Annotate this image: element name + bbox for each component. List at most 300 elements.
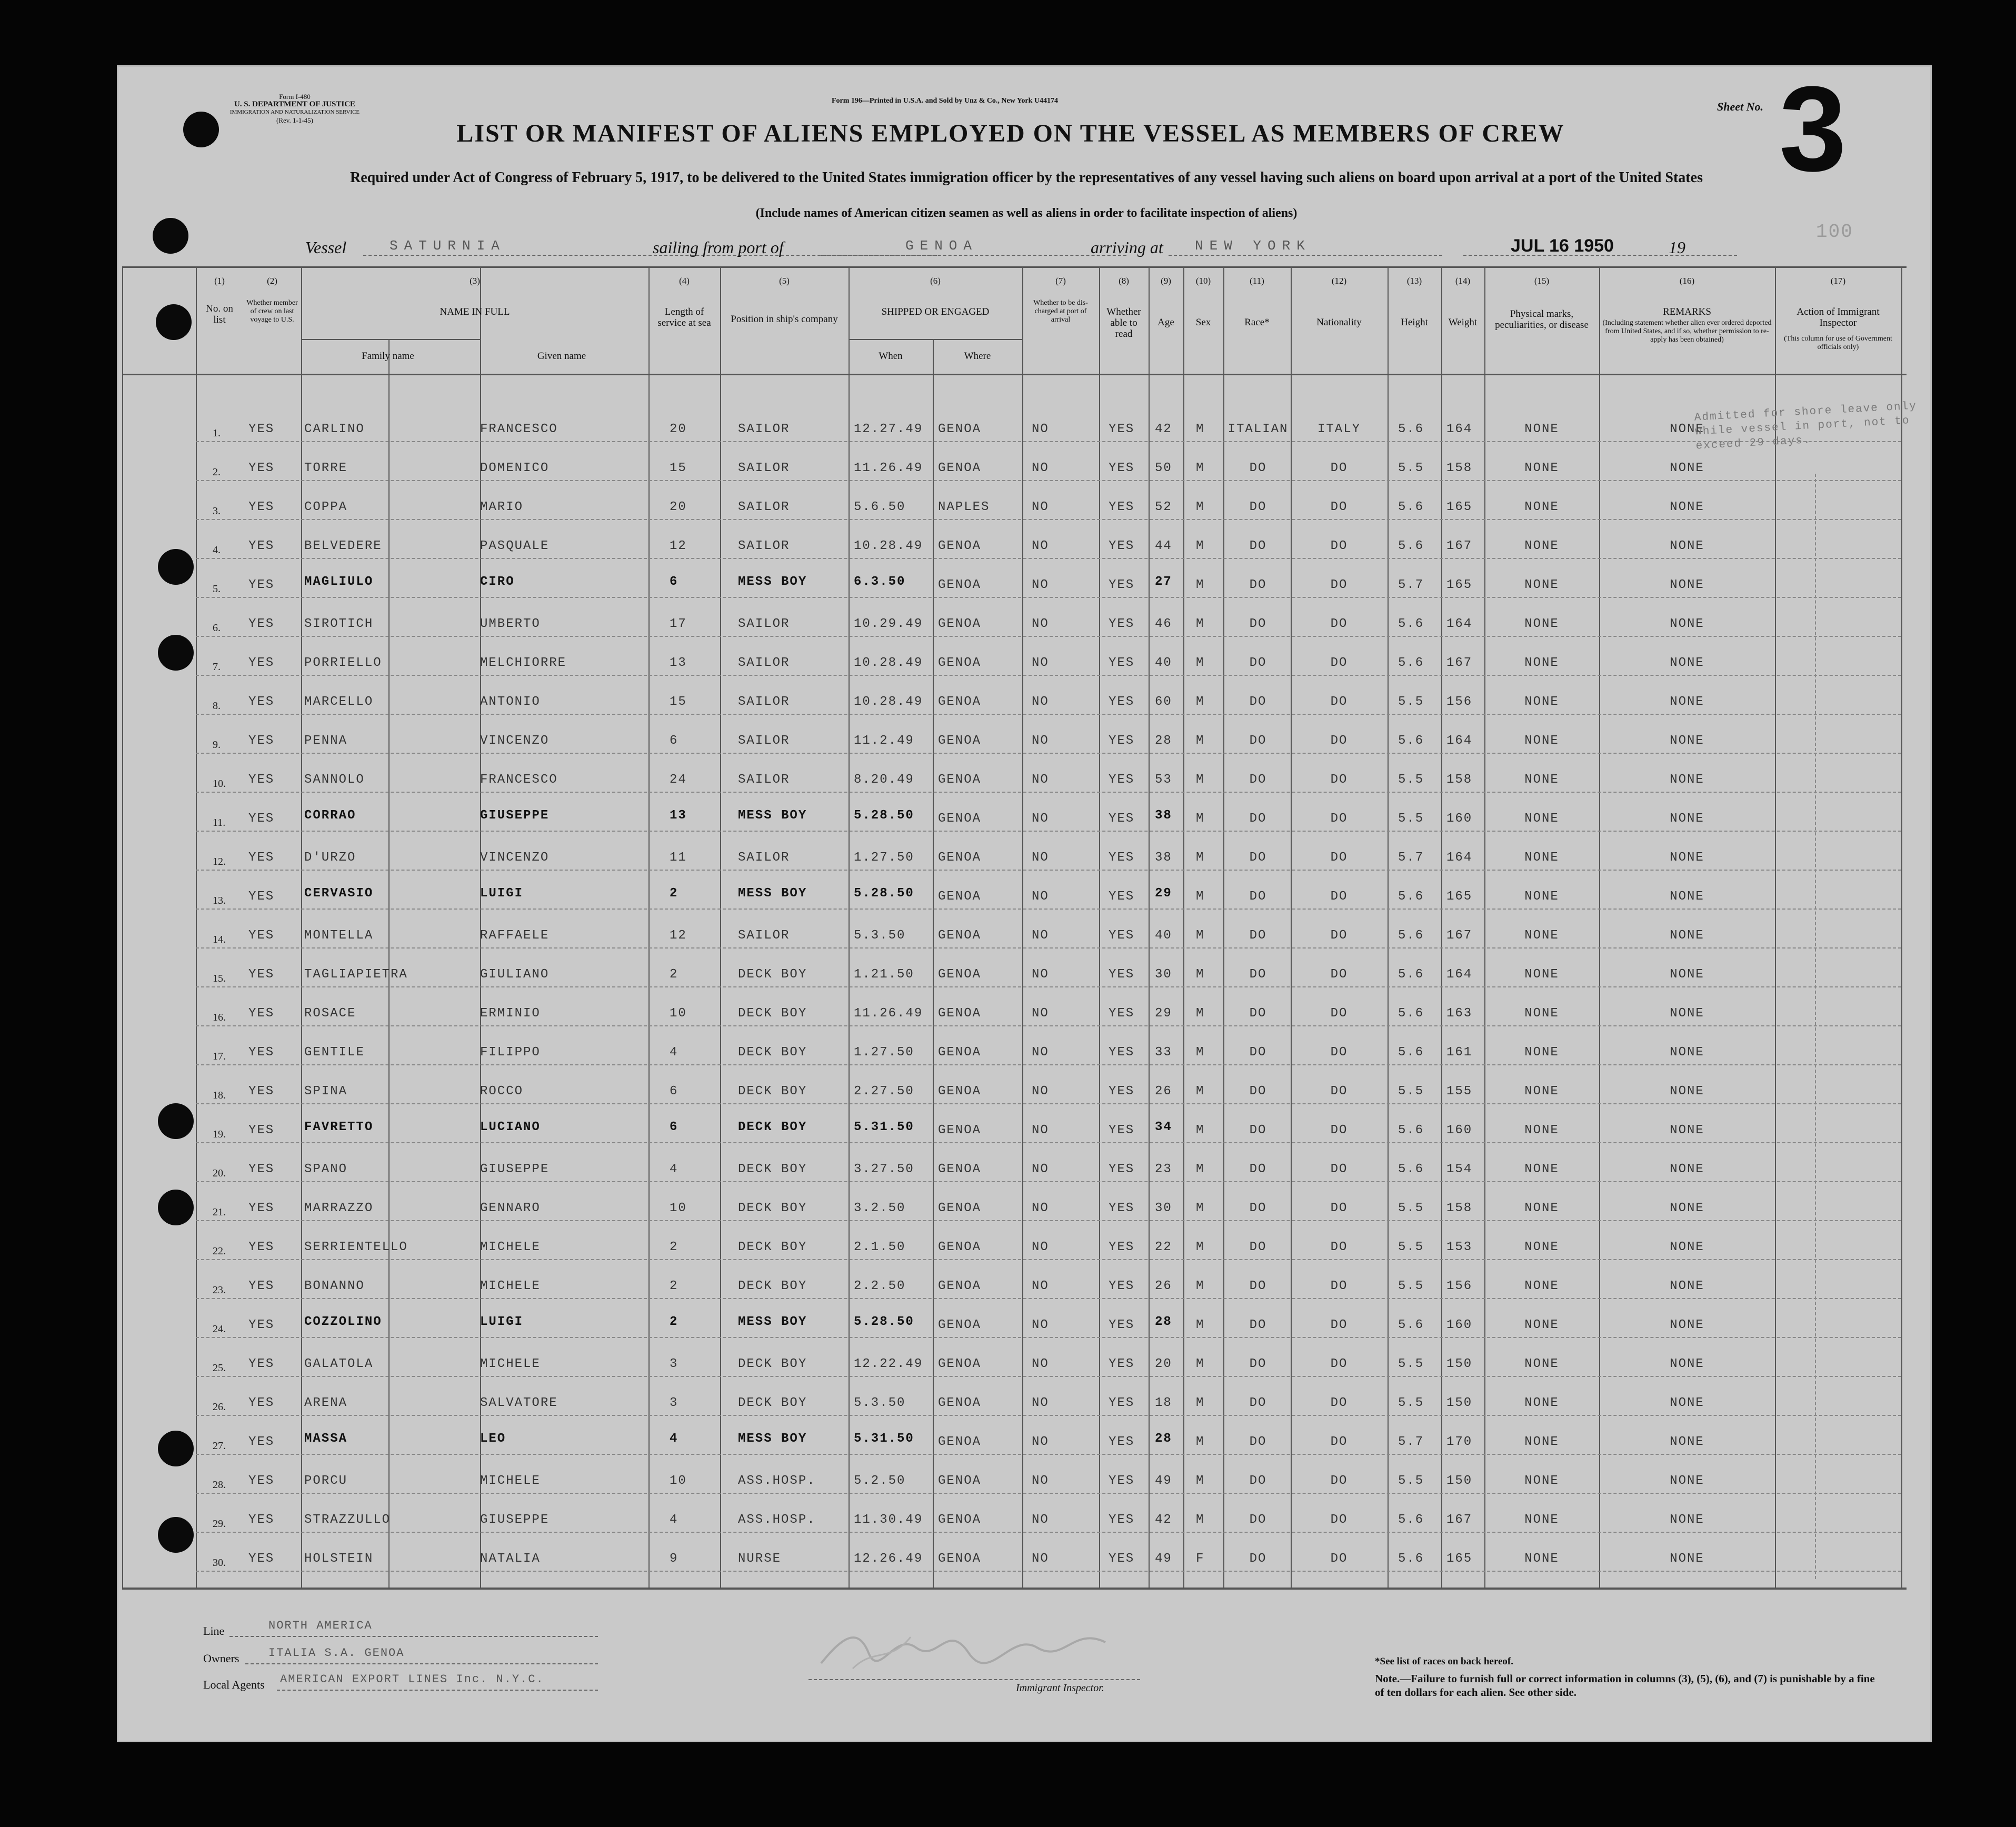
discharged-cell: NO: [1032, 1162, 1049, 1176]
weight-cell: 163: [1446, 1006, 1473, 1021]
height-cell: 5.5: [1398, 1279, 1424, 1293]
shipped-where-cell: GENOA: [938, 1357, 982, 1371]
table-bottom-border: [122, 1588, 1907, 1590]
position-cell: SAILOR: [738, 539, 790, 553]
race-cell: DO: [1249, 1123, 1267, 1137]
age-cell: 53: [1155, 773, 1172, 787]
to-port-underline: [1169, 255, 1442, 256]
nationality-cell: DO: [1330, 500, 1348, 514]
column-header: Whether member of crew on last voyage to U.S.: [246, 299, 298, 324]
shipped-where-cell: GENOA: [938, 422, 982, 436]
given-name-cell: FILIPPO: [480, 1045, 541, 1060]
to-port: NEW YORK: [1195, 238, 1311, 254]
discharged-cell: NO: [1032, 539, 1049, 553]
subheader-divider: [849, 339, 1022, 340]
shipped-where-cell: GENOA: [938, 539, 982, 553]
able-to-read-cell: YES: [1109, 695, 1135, 709]
discharged-cell: NO: [1032, 1357, 1049, 1371]
family-name-cell: BONANNO: [304, 1279, 365, 1293]
weight-cell: 164: [1446, 967, 1473, 982]
remarks-cell: NONE: [1670, 578, 1704, 592]
nationality-cell: DO: [1330, 1513, 1348, 1527]
prev-voyage-cell: YES: [248, 461, 275, 475]
position-cell: SAILOR: [738, 656, 790, 670]
sex-cell: M: [1196, 1474, 1205, 1488]
weight-cell: 158: [1446, 461, 1473, 475]
service-length-cell: 6: [670, 1084, 678, 1099]
shipped-where-cell: GENOA: [938, 656, 982, 670]
weight-cell: 156: [1446, 1279, 1473, 1293]
family-name-cell: PORCU: [304, 1474, 348, 1488]
race-cell: DO: [1249, 539, 1267, 553]
shipped-where-cell: GENOA: [938, 734, 982, 748]
given-name-cell: MICHELE: [480, 1240, 541, 1254]
service-length-cell: 10: [670, 1201, 687, 1215]
shipped-when-cell: 11.26.49: [854, 1006, 923, 1021]
discharged-cell: NO: [1032, 967, 1049, 982]
shipped-where-cell: GENOA: [938, 1084, 982, 1099]
discharged-cell: NO: [1032, 1201, 1049, 1215]
given-name-cell: GIUSEPPE: [480, 1162, 550, 1176]
family-name-cell: SIROTICH: [304, 617, 374, 631]
nationality-cell: DO: [1330, 539, 1348, 553]
service-length-cell: 10: [670, 1474, 687, 1488]
column-header: REMARKS: [1663, 306, 1711, 317]
weight-cell: 167: [1446, 929, 1473, 943]
race-cell: DO: [1249, 500, 1267, 514]
position-cell: DECK BOY: [738, 1120, 807, 1134]
shipped-where-cell: GENOA: [938, 617, 982, 631]
from-port: GENOA: [905, 238, 979, 254]
remarks-cell: NONE: [1670, 1357, 1704, 1371]
sex-cell: M: [1196, 734, 1205, 748]
row-number: 25.: [213, 1362, 226, 1374]
given-name-cell: MICHELE: [480, 1474, 541, 1488]
row-number: 20.: [213, 1167, 226, 1179]
family-name-cell: ROSACE: [304, 1006, 356, 1021]
physical-marks-cell: NONE: [1524, 1474, 1559, 1488]
agents-underline: [277, 1690, 598, 1691]
family-name-cell: COPPA: [304, 500, 348, 514]
shipped-when-cell: 5.3.50: [854, 929, 906, 943]
height-cell: 5.5: [1398, 773, 1424, 787]
shipped-when-cell: 1.27.50: [854, 851, 914, 865]
family-name-cell: BELVEDERE: [304, 539, 382, 553]
shipped-when-cell: 10.29.49: [854, 617, 923, 631]
race-cell: DO: [1249, 734, 1267, 748]
races-note: *See list of races on back hereof.: [1375, 1656, 1513, 1667]
sex-cell: M: [1196, 890, 1205, 904]
physical-marks-cell: NONE: [1524, 617, 1559, 631]
age-cell: 28: [1155, 1432, 1172, 1446]
family-name-cell: PORRIELLO: [304, 656, 382, 670]
age-cell: 26: [1155, 1279, 1172, 1293]
column-divider: [1901, 266, 1902, 1589]
shipped-when-cell: 5.28.50: [854, 1315, 914, 1329]
family-name-cell: SANNOLO: [304, 773, 365, 787]
service-length-cell: 15: [670, 461, 687, 475]
shipped-where-cell: GENOA: [938, 1396, 982, 1410]
height-cell: 5.5: [1398, 461, 1424, 475]
able-to-read-cell: YES: [1109, 1201, 1135, 1215]
able-to-read-cell: YES: [1109, 461, 1135, 475]
physical-marks-cell: NONE: [1524, 1084, 1559, 1099]
family-name-cell: HOLSTEIN: [304, 1552, 374, 1566]
shipped-when-header: When: [879, 351, 903, 362]
age-cell: 20: [1155, 1357, 1172, 1371]
column-header: Action of Immigrant Inspector: [1797, 306, 1880, 328]
remarks-cell: NONE: [1670, 929, 1704, 943]
admission-stamp: Admitted for shore leave only while vessel in port, not to exceed 29 days.: [1694, 400, 1918, 453]
prev-voyage-cell: YES: [248, 1279, 275, 1293]
age-cell: 29: [1155, 886, 1172, 901]
position-cell: SAILOR: [738, 929, 790, 943]
service-length-cell: 9: [670, 1552, 678, 1566]
nationality-cell: DO: [1330, 1279, 1348, 1293]
remarks-cell: NONE: [1670, 1318, 1704, 1332]
race-cell: DO: [1249, 617, 1267, 631]
able-to-read-cell: YES: [1109, 1435, 1135, 1449]
column-number: (16): [1679, 276, 1695, 286]
shipped-when-cell: 6.3.50: [854, 575, 906, 589]
service-length-cell: 10: [670, 1006, 687, 1021]
discharged-cell: NO: [1032, 890, 1049, 904]
physical-marks-cell: NONE: [1524, 461, 1559, 475]
shipped-where-cell: GENOA: [938, 695, 982, 709]
column-header: Sex: [1195, 317, 1211, 328]
age-cell: 60: [1155, 695, 1172, 709]
able-to-read-cell: YES: [1109, 1279, 1135, 1293]
shipped-where-cell: GENOA: [938, 773, 982, 787]
race-cell: DO: [1249, 1279, 1267, 1293]
column-number: (3): [470, 276, 480, 286]
sex-cell: M: [1196, 617, 1205, 631]
inspector-underline: [809, 1679, 1140, 1680]
shipped-when-cell: 1.21.50: [854, 967, 914, 982]
service-length-cell: 20: [670, 500, 687, 514]
race-cell: DO: [1249, 1240, 1267, 1254]
weight-cell: 156: [1446, 695, 1473, 709]
given-name-cell: ERMINIO: [480, 1006, 541, 1021]
given-name-cell: LUCIANO: [480, 1120, 541, 1134]
physical-marks-cell: NONE: [1524, 734, 1559, 748]
given-name-cell: LUIGI: [480, 886, 524, 901]
height-cell: 5.6: [1398, 1513, 1424, 1527]
shipped-when-cell: 8.20.49: [854, 773, 914, 787]
nationality-cell: DO: [1330, 967, 1348, 982]
able-to-read-cell: YES: [1109, 851, 1135, 865]
race-cell: DO: [1249, 1513, 1267, 1527]
column-header: NAME IN FULL: [440, 306, 510, 317]
given-name-cell: ANTONIO: [480, 695, 541, 709]
given-name-cell: GENNARO: [480, 1201, 541, 1215]
service-length-cell: 3: [670, 1357, 678, 1371]
height-cell: 5.6: [1398, 1162, 1424, 1176]
race-cell: DO: [1249, 851, 1267, 865]
age-cell: 50: [1155, 461, 1172, 475]
nationality-cell: DO: [1330, 656, 1348, 670]
shipped-when-cell: 5.6.50: [854, 500, 906, 514]
position-cell: DECK BOY: [738, 1279, 807, 1293]
weight-cell: 167: [1446, 539, 1473, 553]
column-number: (11): [1250, 276, 1264, 286]
given-name-cell: GIUSEPPE: [480, 1513, 550, 1527]
race-cell: DO: [1249, 578, 1267, 592]
age-cell: 52: [1155, 500, 1172, 514]
weight-cell: 164: [1446, 422, 1473, 436]
nationality-cell: DO: [1330, 461, 1348, 475]
physical-marks-cell: NONE: [1524, 1123, 1559, 1137]
prev-voyage-cell: YES: [248, 1045, 275, 1060]
family-name-cell: MARRAZZO: [304, 1201, 374, 1215]
physical-marks-cell: NONE: [1524, 1162, 1559, 1176]
nationality-cell: DO: [1330, 734, 1348, 748]
discharged-cell: NO: [1032, 1240, 1049, 1254]
prev-voyage-cell: YES: [248, 773, 275, 787]
service-length-cell: 3: [670, 1396, 678, 1410]
able-to-read-cell: YES: [1109, 656, 1135, 670]
position-cell: DECK BOY: [738, 1201, 807, 1215]
sex-cell: M: [1196, 578, 1205, 592]
shipped-when-cell: 11.26.49: [854, 461, 923, 475]
sex-cell: M: [1196, 851, 1205, 865]
age-cell: 26: [1155, 1084, 1172, 1099]
nationality-cell: DO: [1330, 1552, 1348, 1566]
row-number: 30.: [213, 1557, 226, 1569]
row-number: 13.: [213, 895, 226, 906]
race-cell: DO: [1249, 1045, 1267, 1060]
physical-marks-cell: NONE: [1524, 1552, 1559, 1566]
age-cell: 30: [1155, 967, 1172, 982]
nationality-cell: DO: [1330, 695, 1348, 709]
physical-marks-cell: NONE: [1524, 967, 1559, 982]
nationality-cell: DO: [1330, 1045, 1348, 1060]
discharged-cell: NO: [1032, 851, 1049, 865]
nationality-cell: DO: [1330, 1084, 1348, 1099]
given-name-cell: MICHELE: [480, 1357, 541, 1371]
height-cell: 5.7: [1398, 851, 1424, 865]
shipped-when-cell: 12.26.49: [854, 1552, 923, 1566]
header-bottom-border: [122, 374, 1907, 375]
shipped-where-cell: GENOA: [938, 461, 982, 475]
age-cell: 38: [1155, 808, 1172, 823]
service-length-cell: 15: [670, 695, 687, 709]
column-number: (15): [1534, 276, 1550, 286]
shipped-when-cell: 10.28.49: [854, 539, 923, 553]
age-cell: 22: [1155, 1240, 1172, 1254]
remarks-cell: NONE: [1670, 500, 1704, 514]
shipped-when-cell: 1.27.50: [854, 1045, 914, 1060]
service-length-cell: 12: [670, 929, 687, 943]
family-name-cell: MONTELLA: [304, 929, 374, 943]
weight-cell: 165: [1446, 578, 1473, 592]
able-to-read-cell: YES: [1109, 1162, 1135, 1176]
remarks-cell: NONE: [1670, 617, 1704, 631]
row-rule: [196, 1571, 1901, 1572]
column-header: Nationality: [1316, 317, 1362, 328]
able-to-read-cell: YES: [1109, 539, 1135, 553]
inspector-label: Immigrant Inspector.: [1016, 1682, 1104, 1694]
position-cell: SAILOR: [738, 734, 790, 748]
row-number: 18.: [213, 1090, 226, 1101]
owners-value: ITALIA S.A. GENOA: [268, 1646, 405, 1660]
race-cell: DO: [1249, 1357, 1267, 1371]
nationality-cell: DO: [1330, 851, 1348, 865]
age-cell: 23: [1155, 1162, 1172, 1176]
age-cell: 29: [1155, 1006, 1172, 1021]
family-name-cell: MARCELLO: [304, 695, 374, 709]
service-length-cell: 4: [670, 1513, 678, 1527]
weight-cell: 167: [1446, 1513, 1473, 1527]
row-number: 15.: [213, 973, 226, 984]
age-cell: 42: [1155, 1513, 1172, 1527]
prev-voyage-cell: YES: [248, 890, 275, 904]
position-cell: DECK BOY: [738, 1357, 807, 1371]
race-cell: DO: [1249, 1552, 1267, 1566]
column-header: Whether able to read: [1106, 306, 1141, 340]
line-underline: [229, 1636, 598, 1637]
discharged-cell: NO: [1032, 1045, 1049, 1060]
given-name-cell: LEO: [480, 1432, 506, 1446]
row-number: 9.: [213, 739, 221, 751]
weight-cell: 164: [1446, 851, 1473, 865]
shipped-when-cell: 5.31.50: [854, 1120, 914, 1134]
position-cell: MESS BOY: [738, 808, 807, 823]
sheet-label: Sheet No.: [1717, 100, 1763, 113]
shipped-when-cell: 5.3.50: [854, 1396, 906, 1410]
prev-voyage-cell: YES: [248, 1513, 275, 1527]
discharged-cell: NO: [1032, 734, 1049, 748]
position-cell: DECK BOY: [738, 1084, 807, 1099]
age-cell: 44: [1155, 539, 1172, 553]
discharged-cell: NO: [1032, 1474, 1049, 1488]
service-length-cell: 12: [670, 539, 687, 553]
weight-cell: 154: [1446, 1162, 1473, 1176]
family-name-cell: CERVASIO: [304, 886, 374, 901]
shipped-when-cell: 2.1.50: [854, 1240, 906, 1254]
height-cell: 5.6: [1398, 734, 1424, 748]
shipped-when-cell: 3.27.50: [854, 1162, 914, 1176]
able-to-read-cell: YES: [1109, 1474, 1135, 1488]
height-cell: 5.5: [1398, 1240, 1424, 1254]
position-cell: SAILOR: [738, 851, 790, 865]
able-to-read-cell: YES: [1109, 1357, 1135, 1371]
shipped-when-cell: 10.28.49: [854, 656, 923, 670]
column-number: (5): [779, 276, 790, 286]
nationality-cell: DO: [1330, 617, 1348, 631]
service-length-cell: 20: [670, 422, 687, 436]
discharged-cell: NO: [1032, 1006, 1049, 1021]
shipped-where-cell: GENOA: [938, 1435, 982, 1449]
manifest-subtitle: Required under Act of Congress of February 5, 1917, to be delivered to the United States immigration officer by the representatives of any vessel having such aliens on board upon arrival at a port of the United States: [350, 169, 1703, 186]
remarks-cell: NONE: [1670, 812, 1704, 826]
given-name-cell: PASQUALE: [480, 539, 550, 553]
family-name-cell: ARENA: [304, 1396, 348, 1410]
row-number: 3.: [213, 505, 221, 517]
discharged-cell: NO: [1032, 1552, 1049, 1566]
shipped-where-cell: GENOA: [938, 1513, 982, 1527]
printer-line: Form 196—Printed in U.S.A. and Sold by Unz & Co., New York U44174: [832, 97, 1059, 105]
sex-cell: M: [1196, 1162, 1205, 1176]
service-length-cell: 13: [670, 656, 687, 670]
service-length-cell: 17: [670, 617, 687, 631]
given-name-cell: MELCHIORRE: [480, 656, 567, 670]
able-to-read-cell: YES: [1109, 929, 1135, 943]
able-to-read-cell: YES: [1109, 422, 1135, 436]
weight-cell: 165: [1446, 1552, 1473, 1566]
position-cell: SAILOR: [738, 695, 790, 709]
position-cell: DECK BOY: [738, 1240, 807, 1254]
age-cell: 40: [1155, 929, 1172, 943]
family-name-header: Family name: [362, 351, 414, 362]
service-length-cell: 2: [670, 886, 678, 901]
stamp-number: 100: [1816, 221, 1853, 243]
age-cell: 46: [1155, 617, 1172, 631]
able-to-read-cell: YES: [1109, 773, 1135, 787]
physical-marks-cell: NONE: [1524, 1006, 1559, 1021]
race-cell: DO: [1249, 695, 1267, 709]
remarks-cell: NONE: [1670, 461, 1704, 475]
height-cell: 5.5: [1398, 1084, 1424, 1099]
prev-voyage-cell: YES: [248, 929, 275, 943]
position-cell: SAILOR: [738, 773, 790, 787]
discharged-cell: NO: [1032, 695, 1049, 709]
prev-voyage-cell: YES: [248, 1123, 275, 1137]
weight-cell: 164: [1446, 734, 1473, 748]
table-top-border: [122, 266, 1907, 268]
height-cell: 5.5: [1398, 1474, 1424, 1488]
sex-cell: M: [1196, 1201, 1205, 1215]
given-name-cell: NATALIA: [480, 1552, 541, 1566]
sex-cell: M: [1196, 1006, 1205, 1021]
prev-voyage-cell: YES: [248, 1318, 275, 1332]
department: U. S. DEPARTMENT OF JUSTICE: [234, 100, 356, 108]
weight-cell: 150: [1446, 1474, 1473, 1488]
service-length-cell: 2: [670, 1315, 678, 1329]
row-number: 1.: [213, 427, 221, 439]
race-cell: DO: [1249, 929, 1267, 943]
column-header: Height: [1401, 317, 1428, 328]
row-number: 14.: [213, 934, 226, 945]
from-port-underline: [821, 255, 1126, 256]
physical-marks-cell: NONE: [1524, 656, 1559, 670]
row-number: 27.: [213, 1440, 226, 1452]
family-name-cell: TAGLIAPIETRA: [304, 967, 408, 982]
remarks-cell: NONE: [1670, 1396, 1704, 1410]
service-name: IMMIGRATION AND NATURALIZATION SERVICE: [229, 109, 360, 115]
able-to-read-cell: YES: [1109, 890, 1135, 904]
service-length-cell: 6: [670, 575, 678, 589]
shipped-when-cell: 11.2.49: [854, 734, 914, 748]
position-cell: DECK BOY: [738, 1396, 807, 1410]
physical-marks-cell: NONE: [1524, 1435, 1559, 1449]
nationality-cell: DO: [1330, 1240, 1348, 1254]
sex-cell: M: [1196, 1513, 1205, 1527]
discharged-cell: NO: [1032, 773, 1049, 787]
able-to-read-cell: YES: [1109, 1396, 1135, 1410]
year-label: 19: [1669, 238, 1685, 257]
given-name-cell: VINCENZO: [480, 734, 550, 748]
height-cell: 5.7: [1398, 578, 1424, 592]
sex-cell: F: [1196, 1552, 1205, 1566]
column-header: Weight: [1448, 317, 1478, 328]
shipped-when-cell: 5.28.50: [854, 886, 914, 901]
height-cell: 5.6: [1398, 1123, 1424, 1137]
prev-voyage-cell: YES: [248, 851, 275, 865]
prev-voyage-cell: YES: [248, 617, 275, 631]
remarks-cell: NONE: [1670, 1240, 1704, 1254]
sex-cell: M: [1196, 1084, 1205, 1099]
